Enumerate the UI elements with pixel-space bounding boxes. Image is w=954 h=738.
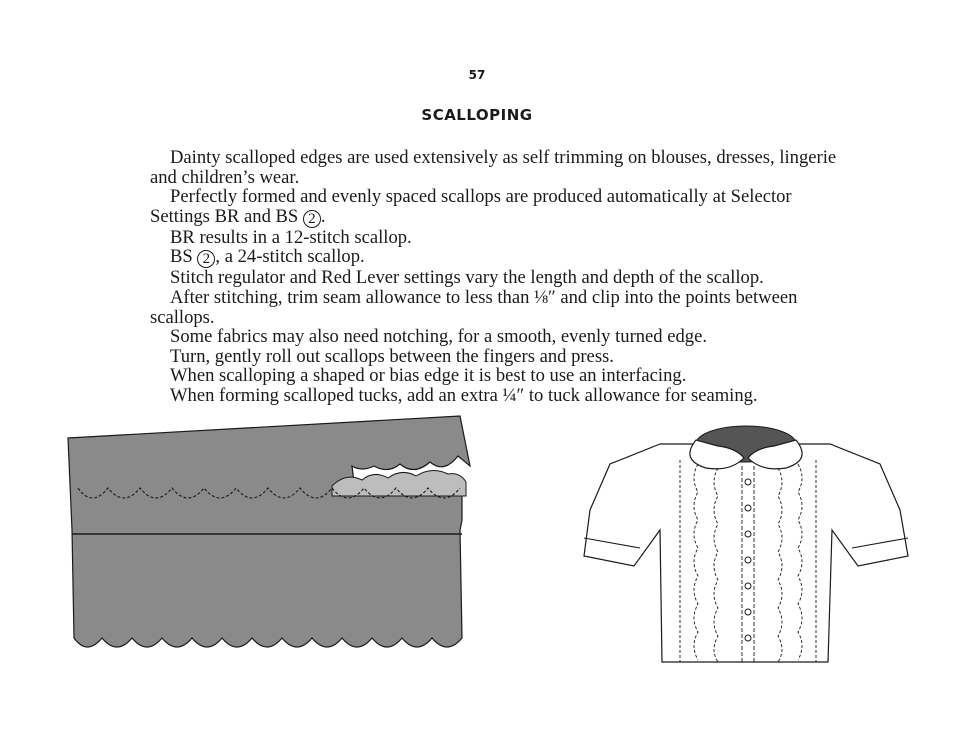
button — [745, 505, 751, 511]
page-title: SCALLOPING — [421, 106, 533, 124]
paragraph-br: BR results in a 12-stitch scallop. — [170, 226, 412, 248]
paragraph-turn: Turn, gently roll out scallops between the fingers and press. — [170, 345, 614, 367]
circled-number: 2 — [303, 210, 321, 228]
body-text — [150, 148, 840, 406]
paragraph-tucks: When forming scalloped tucks, add an extra ¼″ to tuck allowance for seaming. — [170, 384, 758, 406]
scalloped-fabric-illustration — [62, 410, 482, 672]
paragraph-interfacing: When scalloping a shaped or bias edge it is best to use an interfacing. — [170, 365, 687, 387]
button — [745, 583, 751, 589]
fabric-piece — [68, 416, 470, 647]
paragraph-trim: After stitching, trim seam allowance to less than ⅛″ and clip into the points between scallops. — [150, 286, 798, 328]
blouse-body — [584, 444, 908, 662]
paragraph-bs: BS 2 , a 24-stitch scallop. — [170, 246, 365, 268]
button — [745, 479, 751, 485]
button — [745, 531, 751, 537]
circled-number: 2 — [197, 250, 215, 268]
blouse-illustration — [560, 410, 912, 672]
page-number: 57 — [468, 68, 486, 82]
paragraph-stitch-regulator: Stitch regulator and Red Lever settings vary the length and depth of the scallop. — [170, 267, 764, 289]
paragraph-intro: Dainty scalloped edges are used extensively as self trimming on blouses, dresses, lingerie and children’s wear. — [150, 147, 837, 188]
button — [745, 557, 751, 563]
paragraph-selector-settings: Perfectly formed and evenly spaced scallops are produced automatically at Selector Settings BR and BS 2 . — [150, 186, 792, 227]
button — [745, 609, 751, 615]
button — [745, 635, 751, 641]
paragraph-notching: Some fabrics may also need notching, for a smooth, evenly turned edge. — [170, 326, 708, 348]
